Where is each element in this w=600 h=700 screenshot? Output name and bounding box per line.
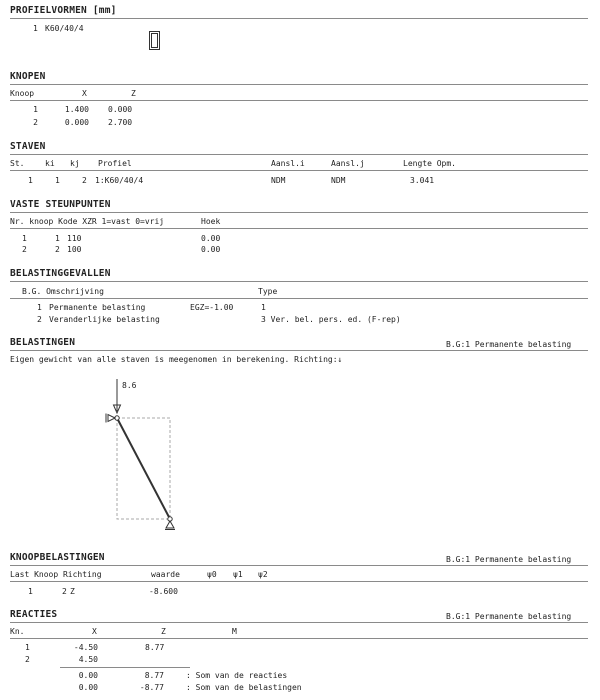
divider: [10, 18, 588, 19]
divider: [10, 565, 588, 566]
col-header-bg: B.G. Omschrijving: [22, 287, 104, 296]
col-header-type: Type: [258, 287, 278, 296]
rectangular-hollow-section-icon: [148, 30, 162, 52]
table-cell: EGZ=-1.00: [190, 303, 234, 312]
table-cell: 3 Ver. bel. pers. ed. (F-rep): [261, 315, 401, 324]
section-title-knoopbelastingen: KNOOPBELASTINGEN: [10, 552, 105, 563]
col-header-aansl-j: Aansl.j: [331, 159, 365, 168]
section-title-profielvormen: PROFIELVORMEN [mm]: [10, 5, 117, 16]
table-cell: NDM: [331, 176, 346, 185]
divider: [10, 622, 588, 623]
table-cell: 1:K60/40/4: [95, 176, 144, 185]
table-cell: NDM: [271, 176, 286, 185]
table-cell: 1.400: [64, 105, 89, 114]
table-cell: 0.000: [64, 118, 89, 127]
divider: [10, 170, 588, 171]
table-cell: 3.041: [410, 176, 435, 185]
table-cell: 2: [25, 655, 30, 664]
load-case-label: B.G:1 Permanente belasting: [446, 340, 572, 349]
table-cell: -8.600: [149, 587, 178, 596]
sum-cell: 8.77: [144, 671, 164, 680]
self-weight-note: Eigen gewicht van alle staven is meegenomen in berekening. Richting:↓: [10, 355, 343, 364]
table-cell: 2: [62, 587, 67, 596]
profile-name: K60/40/4: [45, 24, 84, 33]
table-cell: 8.77: [145, 643, 165, 652]
col-header-st: St.: [10, 159, 25, 168]
sum-cell: -8.77: [139, 683, 164, 692]
col-header-lengte: Lengte Opm.: [403, 159, 456, 168]
table-cell: 2: [22, 245, 27, 254]
divider: [10, 638, 588, 639]
table-cell: 1: [28, 587, 33, 596]
table-cell: 110: [67, 234, 82, 243]
roller-support-icon: [108, 415, 115, 422]
table-cell: Permanente belasting: [49, 303, 146, 312]
table-cell: 1: [261, 303, 266, 312]
table-cell: 2.700: [108, 118, 133, 127]
divider: [10, 100, 588, 101]
pinned-support-icon: [166, 521, 174, 528]
col-header-aansl-i: Aansl.i: [271, 159, 305, 168]
section-title-staven: STAVEN: [10, 141, 46, 152]
sum-cell: 0.00: [78, 671, 98, 680]
divider: [10, 212, 588, 213]
col-header-x: X: [92, 627, 97, 636]
section-title-knopen: KNOPEN: [10, 71, 46, 82]
table-cell: Z: [70, 587, 75, 596]
table-cell: 1: [28, 176, 33, 185]
col-header-ki: ki: [45, 159, 55, 168]
table-cell: 1: [55, 176, 60, 185]
col-header-kn: Kn.: [10, 627, 25, 636]
col-header-hoek: Hoek: [201, 217, 221, 226]
table-cell: -4.50: [73, 643, 98, 652]
col-header-psi1: ψ1: [233, 570, 243, 579]
col-header-z: Z: [131, 89, 136, 98]
divider: [10, 581, 588, 582]
col-header-profiel: Profiel: [98, 159, 132, 168]
table-cell: 100: [67, 245, 82, 254]
table-cell: 2: [33, 118, 38, 127]
sum-label: : Som van de belastingen: [186, 683, 302, 692]
table-cell: 2: [55, 245, 60, 254]
sum-divider: [60, 667, 190, 668]
structure-diagram: [100, 375, 190, 535]
section-title-belastingen: BELASTINGEN: [10, 337, 76, 348]
table-cell: 0.000: [108, 105, 133, 114]
sum-cell: 0.00: [78, 683, 98, 692]
load-case-label: B.G:1 Permanente belasting: [446, 555, 572, 564]
col-header-last: Last Knoop Richting: [10, 570, 102, 579]
col-header-knoop: Knoop: [10, 89, 35, 98]
divider: [10, 298, 588, 299]
col-header-kj: kj: [70, 159, 80, 168]
table-cell: 0.00: [201, 245, 221, 254]
load-case-label: B.G:1 Permanente belasting: [446, 612, 572, 621]
section-title-vaste-steunpunten: VASTE STEUNPUNTEN: [10, 199, 111, 210]
col-header-z: Z: [161, 627, 166, 636]
table-cell: Veranderlijke belasting: [49, 315, 160, 324]
sum-label: : Som van de reacties: [186, 671, 288, 680]
table-cell: 0.00: [201, 234, 221, 243]
table-cell: 1: [25, 643, 30, 652]
table-cell: 1: [55, 234, 60, 243]
table-cell: 2: [82, 176, 87, 185]
col-header-steunpunten: Nr. knoop Kode XZR 1=vast 0=vrij: [10, 217, 165, 226]
col-header-x: X: [82, 89, 87, 98]
divider: [10, 154, 588, 155]
member-bar: [117, 418, 170, 519]
table-cell: 2: [37, 315, 42, 324]
col-header-waarde: waarde: [151, 570, 180, 579]
section-title-belastinggevallen: BELASTINGGEVALLEN: [10, 268, 111, 279]
table-cell: 1: [22, 234, 27, 243]
table-cell: 1: [37, 303, 42, 312]
table-cell: 4.50: [78, 655, 98, 664]
col-header-m: M: [232, 627, 237, 636]
profile-number: 1: [33, 24, 38, 33]
load-value: 8.6: [122, 381, 137, 390]
divider: [10, 350, 588, 351]
divider: [10, 84, 588, 85]
divider: [10, 228, 588, 229]
section-title-reacties: REACTIES: [10, 609, 58, 620]
table-cell: 1: [33, 105, 38, 114]
col-header-psi0: ψ0: [207, 570, 217, 579]
divider: [10, 281, 588, 282]
col-header-psi2: ψ2: [258, 570, 268, 579]
